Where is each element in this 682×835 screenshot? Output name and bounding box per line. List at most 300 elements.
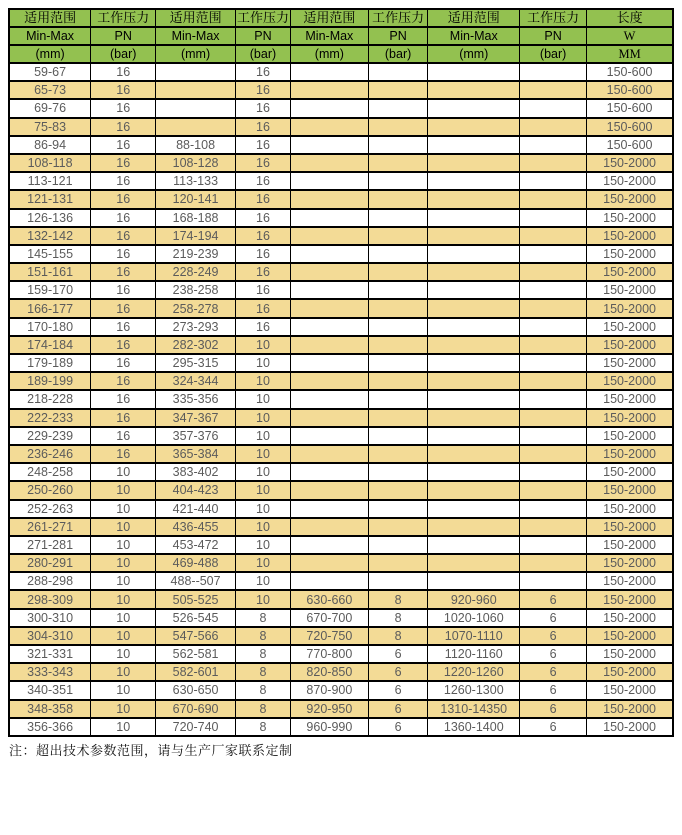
header-cell: (bar)	[520, 45, 587, 63]
table-cell	[291, 336, 369, 354]
table-cell: 16	[235, 209, 290, 227]
table-cell: 10	[235, 590, 290, 608]
table-cell: 960-990	[291, 718, 369, 736]
header-cell: 工作压力	[368, 9, 428, 27]
table-row	[9, 500, 673, 518]
table-cell: 150-2000	[587, 718, 673, 736]
table-cell: 10	[235, 354, 290, 372]
header-cell: PN	[368, 27, 428, 45]
table-cell: 16	[91, 245, 156, 263]
table-cell: 150-2000	[587, 463, 673, 481]
table-cell	[520, 190, 587, 208]
table-row	[9, 609, 673, 627]
table-cell	[520, 409, 587, 427]
table-cell	[291, 372, 369, 390]
table-cell	[368, 245, 428, 263]
table-cell: 404-423	[156, 481, 236, 499]
table-row	[9, 118, 673, 136]
table-cell: 770-800	[291, 645, 369, 663]
header-cell: Min-Max	[9, 27, 91, 45]
table-cell: 150-2000	[587, 500, 673, 518]
table-cell	[428, 245, 520, 263]
table-cell: 150-2000	[587, 299, 673, 317]
table-cell	[520, 154, 587, 172]
table-cell: 6	[520, 700, 587, 718]
table-cell: 132-142	[9, 227, 91, 245]
table-cell: 273-293	[156, 318, 236, 336]
table-cell	[520, 172, 587, 190]
table-cell: 356-366	[9, 718, 91, 736]
table-cell: 168-188	[156, 209, 236, 227]
table-cell: 120-141	[156, 190, 236, 208]
header-cell: 适用范围	[156, 9, 236, 27]
table-cell: 236-246	[9, 445, 91, 463]
table-row	[9, 318, 673, 336]
table-row	[9, 63, 673, 81]
table-cell	[368, 190, 428, 208]
table-cell	[291, 481, 369, 499]
header-cell: Min-Max	[428, 27, 520, 45]
table-row	[9, 154, 673, 172]
table-row	[9, 445, 673, 463]
header-cell: PN	[235, 27, 290, 45]
table-cell: 347-367	[156, 409, 236, 427]
table-cell: 150-2000	[587, 554, 673, 572]
table-cell	[428, 572, 520, 590]
table-cell: 10	[91, 681, 156, 699]
table-cell	[368, 554, 428, 572]
table-cell: 10	[91, 518, 156, 536]
table-cell: 282-302	[156, 336, 236, 354]
table-cell: 150-2000	[587, 263, 673, 281]
table-cell	[428, 536, 520, 554]
table-cell: 16	[91, 299, 156, 317]
table-cell	[368, 154, 428, 172]
header-cell: (mm)	[291, 45, 369, 63]
table-cell: 16	[91, 81, 156, 99]
table-cell: 920-960	[428, 590, 520, 608]
table-row	[9, 209, 673, 227]
table-cell: 159-170	[9, 281, 91, 299]
table-cell	[368, 409, 428, 427]
table-cell	[428, 136, 520, 154]
table-cell: 1020-1060	[428, 609, 520, 627]
table-cell: 8	[235, 700, 290, 718]
table-cell	[428, 227, 520, 245]
header-cell: Min-Max	[291, 27, 369, 45]
table-cell: 333-343	[9, 663, 91, 681]
table-cell	[368, 427, 428, 445]
table-cell	[291, 427, 369, 445]
table-cell: 189-199	[9, 372, 91, 390]
table-cell	[291, 572, 369, 590]
table-cell: 16	[235, 136, 290, 154]
table-cell: 16	[91, 263, 156, 281]
table-cell: 174-194	[156, 227, 236, 245]
table-cell: 59-67	[9, 63, 91, 81]
table-row	[9, 136, 673, 154]
table-cell	[368, 372, 428, 390]
table-cell: 258-278	[156, 299, 236, 317]
table-row	[9, 554, 673, 572]
table-cell: 16	[91, 63, 156, 81]
table-cell: 150-2000	[587, 190, 673, 208]
table-cell: 150-2000	[587, 536, 673, 554]
table-cell: 88-108	[156, 136, 236, 154]
table-cell: 86-94	[9, 136, 91, 154]
table-cell: 820-850	[291, 663, 369, 681]
table-cell	[428, 209, 520, 227]
table-cell	[428, 81, 520, 99]
table-cell: 547-566	[156, 627, 236, 645]
table-cell	[520, 463, 587, 481]
table-cell: 365-384	[156, 445, 236, 463]
table-row	[9, 590, 673, 608]
table-cell	[368, 172, 428, 190]
header-cell: 工作压力	[236, 10, 289, 25]
table-cell: 10	[91, 663, 156, 681]
table-cell: 10	[235, 500, 290, 518]
table-cell: 321-331	[9, 645, 91, 663]
table-cell: 16	[91, 390, 156, 408]
table-row	[9, 427, 673, 445]
table-cell	[368, 390, 428, 408]
header-cell: MM	[587, 45, 673, 63]
table-cell: 16	[235, 190, 290, 208]
table-cell: 150-2000	[587, 372, 673, 390]
table-row	[9, 245, 673, 263]
table-cell: 108-118	[9, 154, 91, 172]
table-cell	[156, 81, 236, 99]
table-cell: 1360-1400	[428, 718, 520, 736]
table-cell	[520, 299, 587, 317]
table-cell: 150-2000	[587, 172, 673, 190]
table-cell	[428, 500, 520, 518]
table-cell: 10	[91, 463, 156, 481]
table-cell	[520, 572, 587, 590]
table-cell: 10	[91, 718, 156, 736]
table-cell: 16	[235, 318, 290, 336]
table-cell: 582-601	[156, 663, 236, 681]
table-cell	[291, 190, 369, 208]
table-row	[9, 81, 673, 99]
table-cell	[428, 390, 520, 408]
table-cell	[520, 500, 587, 518]
table-cell	[428, 190, 520, 208]
table-cell: 10	[235, 572, 290, 590]
table-cell: 1310-14350	[428, 700, 520, 718]
table-cell: 174-184	[9, 336, 91, 354]
table-cell: 150-2000	[587, 209, 673, 227]
table-cell	[520, 227, 587, 245]
table-cell: 10	[235, 463, 290, 481]
table-cell: 222-233	[9, 409, 91, 427]
table-cell: 1260-1300	[428, 681, 520, 699]
table-row	[9, 281, 673, 299]
table-cell: 16	[235, 99, 290, 117]
table-cell	[291, 299, 369, 317]
header-cell: PN	[520, 27, 587, 45]
table-cell: 10	[235, 427, 290, 445]
table-cell	[428, 99, 520, 117]
table-cell: 6	[368, 700, 428, 718]
table-cell	[520, 263, 587, 281]
table-cell: 8	[235, 609, 290, 627]
table-cell	[428, 427, 520, 445]
header-cell: (mm)	[156, 45, 236, 63]
table-cell: 16	[91, 372, 156, 390]
table-cell: 8	[368, 609, 428, 627]
header-cell: 工作压力	[520, 9, 587, 27]
table-cell: 453-472	[156, 536, 236, 554]
table-cell	[520, 318, 587, 336]
table-cell: 526-545	[156, 609, 236, 627]
table-cell: 150-2000	[587, 663, 673, 681]
table-cell: 16	[235, 245, 290, 263]
table-cell: 150-600	[587, 81, 673, 99]
table-cell: 1070-1110	[428, 627, 520, 645]
table-cell	[368, 518, 428, 536]
table-cell	[428, 118, 520, 136]
table-cell	[156, 118, 236, 136]
table-cell: 1120-1160	[428, 645, 520, 663]
table-cell: 16	[235, 263, 290, 281]
table-cell: 10	[91, 609, 156, 627]
table-cell: 670-690	[156, 700, 236, 718]
table-cell: 16	[235, 154, 290, 172]
spec-table-body	[9, 63, 673, 736]
table-cell: 280-291	[9, 554, 91, 572]
table-cell	[291, 318, 369, 336]
table-cell	[520, 245, 587, 263]
header-cell: (bar)	[368, 45, 428, 63]
table-cell: 348-358	[9, 700, 91, 718]
table-cell	[368, 463, 428, 481]
table-cell: 16	[235, 63, 290, 81]
table-cell: 150-2000	[587, 445, 673, 463]
table-cell: 150-2000	[587, 409, 673, 427]
table-cell: 16	[91, 154, 156, 172]
table-cell	[428, 372, 520, 390]
table-cell	[156, 99, 236, 117]
table-cell	[291, 554, 369, 572]
table-cell: 150-2000	[587, 281, 673, 299]
table-cell	[291, 81, 369, 99]
table-cell: 16	[91, 427, 156, 445]
table-cell	[291, 154, 369, 172]
table-cell	[291, 445, 369, 463]
header-cell: 工作压力	[91, 9, 156, 27]
table-row	[9, 354, 673, 372]
table-cell: 16	[91, 118, 156, 136]
table-cell	[291, 463, 369, 481]
table-cell: 113-121	[9, 172, 91, 190]
table-cell	[520, 63, 587, 81]
table-cell: 218-228	[9, 390, 91, 408]
table-cell: 16	[235, 281, 290, 299]
table-cell: 271-281	[9, 536, 91, 554]
table-cell: 16	[91, 99, 156, 117]
table-cell: 150-2000	[587, 609, 673, 627]
table-cell: 16	[91, 445, 156, 463]
table-cell: 16	[91, 136, 156, 154]
table-cell: 16	[91, 318, 156, 336]
table-cell: 10	[235, 554, 290, 572]
table-cell	[291, 136, 369, 154]
table-cell: 16	[91, 190, 156, 208]
table-cell: 150-2000	[587, 227, 673, 245]
table-cell	[368, 281, 428, 299]
table-cell: 16	[235, 172, 290, 190]
table-cell	[368, 209, 428, 227]
table-cell: 150-2000	[587, 645, 673, 663]
table-cell: 383-402	[156, 463, 236, 481]
table-cell: 16	[235, 81, 290, 99]
table-row	[9, 481, 673, 499]
table-cell: 10	[91, 700, 156, 718]
header-cell: W	[587, 27, 673, 45]
table-cell: 10	[235, 409, 290, 427]
table-cell: 16	[91, 227, 156, 245]
table-row	[9, 463, 673, 481]
table-cell: 166-177	[9, 299, 91, 317]
table-cell: 6	[520, 627, 587, 645]
table-cell	[520, 390, 587, 408]
table-cell: 670-700	[291, 609, 369, 627]
table-cell	[520, 354, 587, 372]
table-cell	[291, 63, 369, 81]
table-cell: 108-128	[156, 154, 236, 172]
table-cell	[291, 263, 369, 281]
table-cell	[520, 518, 587, 536]
table-cell	[428, 318, 520, 336]
table-cell: 250-260	[9, 481, 91, 499]
table-cell	[520, 427, 587, 445]
table-row	[9, 518, 673, 536]
header-cell: 适用范围	[9, 9, 91, 27]
table-cell	[368, 481, 428, 499]
table-cell: 150-600	[587, 99, 673, 117]
table-cell	[368, 536, 428, 554]
table-cell: 421-440	[156, 500, 236, 518]
table-cell: 6	[520, 718, 587, 736]
table-cell: 10	[235, 518, 290, 536]
table-cell: 16	[91, 409, 156, 427]
table-cell	[368, 227, 428, 245]
table-cell	[291, 99, 369, 117]
table-cell: 10	[235, 390, 290, 408]
table-cell: 150-2000	[587, 354, 673, 372]
header-cell: 长度	[587, 9, 673, 27]
table-cell: 10	[91, 500, 156, 518]
table-cell: 1220-1260	[428, 663, 520, 681]
table-cell: 252-263	[9, 500, 91, 518]
table-cell: 10	[91, 536, 156, 554]
header-cell: PN	[91, 27, 156, 45]
table-cell: 10	[235, 481, 290, 499]
table-cell: 630-660	[291, 590, 369, 608]
table-cell	[368, 336, 428, 354]
table-cell: 150-600	[587, 118, 673, 136]
table-cell	[428, 154, 520, 172]
table-cell: 229-239	[9, 427, 91, 445]
table-cell: 219-239	[156, 245, 236, 263]
table-cell: 488--507	[156, 572, 236, 590]
table-cell	[291, 500, 369, 518]
table-cell: 6	[520, 663, 587, 681]
table-row	[9, 409, 673, 427]
table-cell: 720-740	[156, 718, 236, 736]
table-cell	[428, 445, 520, 463]
table-cell: 150-2000	[587, 390, 673, 408]
table-cell: 150-2000	[587, 245, 673, 263]
table-cell	[428, 281, 520, 299]
table-cell: 261-271	[9, 518, 91, 536]
table-cell	[428, 63, 520, 81]
header-cell: (bar)	[235, 45, 290, 63]
table-cell	[520, 372, 587, 390]
table-row	[9, 700, 673, 718]
table-cell	[291, 227, 369, 245]
table-row	[9, 627, 673, 645]
table-cell: 151-161	[9, 263, 91, 281]
table-cell	[156, 63, 236, 81]
table-cell	[428, 299, 520, 317]
table-cell: 69-76	[9, 99, 91, 117]
table-cell: 8	[235, 627, 290, 645]
table-cell: 16	[91, 281, 156, 299]
table-cell: 150-2000	[587, 572, 673, 590]
table-cell: 357-376	[156, 427, 236, 445]
table-cell: 340-351	[9, 681, 91, 699]
spec-table	[8, 8, 674, 737]
table-cell	[520, 118, 587, 136]
table-cell	[291, 518, 369, 536]
header-row	[9, 45, 673, 63]
table-cell	[368, 118, 428, 136]
table-cell	[428, 172, 520, 190]
table-row	[9, 372, 673, 390]
table-cell: 10	[235, 336, 290, 354]
table-cell: 10	[91, 627, 156, 645]
table-cell	[520, 209, 587, 227]
table-cell	[520, 281, 587, 299]
table-cell: 324-344	[156, 372, 236, 390]
table-cell: 10	[91, 590, 156, 608]
table-cell	[520, 99, 587, 117]
table-cell: 6	[520, 645, 587, 663]
table-cell: 145-155	[9, 245, 91, 263]
table-cell	[368, 136, 428, 154]
table-cell	[520, 445, 587, 463]
table-row	[9, 227, 673, 245]
table-cell: 562-581	[156, 645, 236, 663]
table-cell: 170-180	[9, 318, 91, 336]
table-cell: 65-73	[9, 81, 91, 99]
table-row	[9, 572, 673, 590]
table-row	[9, 645, 673, 663]
table-cell	[368, 354, 428, 372]
table-cell: 300-310	[9, 609, 91, 627]
table-cell	[428, 336, 520, 354]
table-cell: 8	[235, 681, 290, 699]
table-cell	[291, 172, 369, 190]
table-cell	[291, 536, 369, 554]
table-cell	[291, 409, 369, 427]
table-cell: 150-2000	[587, 336, 673, 354]
table-cell: 75-83	[9, 118, 91, 136]
table-cell	[368, 63, 428, 81]
